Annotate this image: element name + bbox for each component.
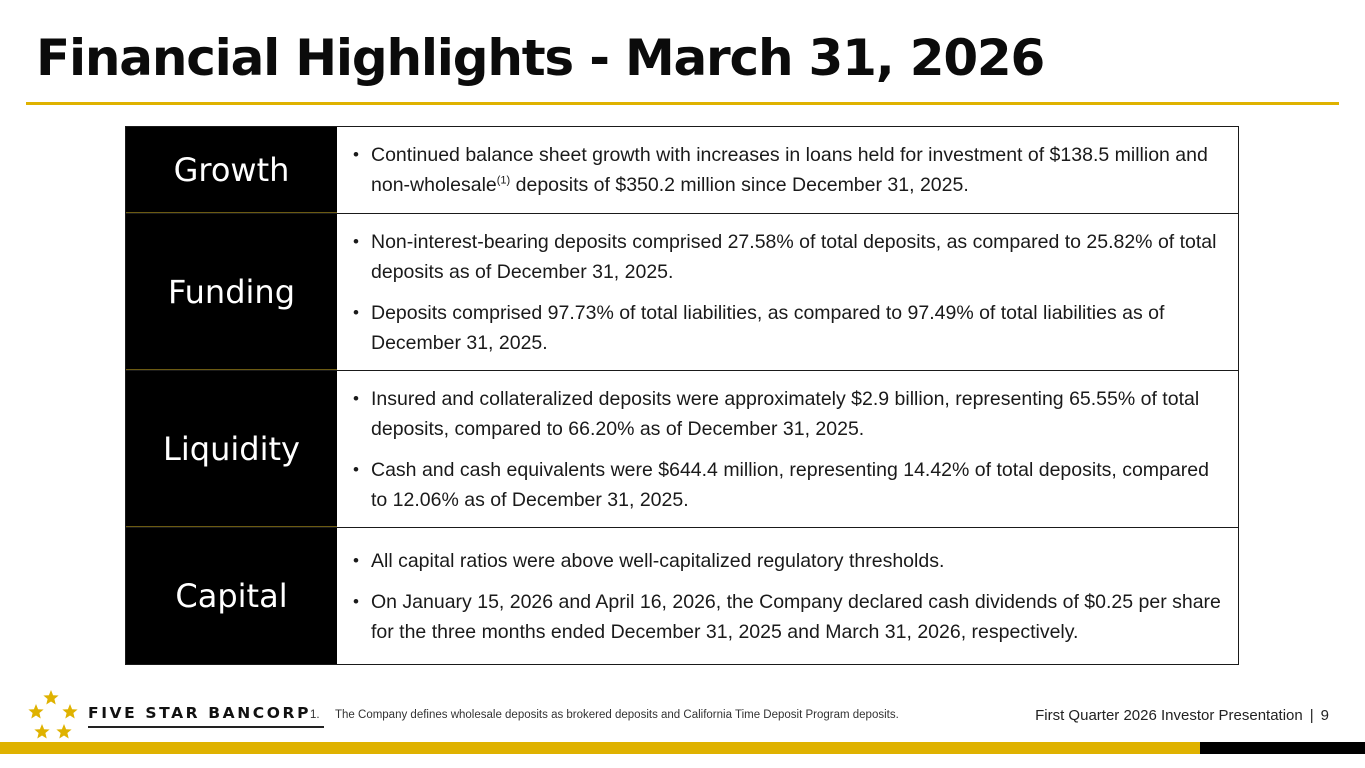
bullet-icon: • (353, 591, 359, 611)
highlight-row-liquidity (126, 370, 1238, 527)
company-logo (26, 690, 326, 742)
footnote-text: The Company defines wholesale deposits as brokered deposits and California Time Deposit Program deposits. (335, 709, 899, 721)
bullet-item (341, 384, 1224, 444)
logo-underline (88, 726, 324, 728)
bullet-item (341, 587, 1224, 647)
footer-separator: | (1309, 707, 1314, 724)
bottom-dark-bar (1200, 742, 1365, 754)
bullet-icon: • (353, 550, 359, 570)
logo-wordmark: FIVE STAR BANCORP (88, 704, 312, 722)
page-footer (1035, 707, 1329, 724)
bottom-accent-bar (0, 742, 1200, 754)
highlight-content (337, 371, 1238, 527)
highlight-content (337, 214, 1238, 370)
footnote-reference: (1) (496, 174, 511, 187)
highlight-label: Growth (126, 127, 337, 213)
bullet-text: Cash and cash equivalents were $644.4 million, representing 14.42% of total deposits, compared to 12.06% as of December 31, 2025. (371, 458, 1209, 511)
bullet-icon: • (353, 231, 359, 251)
presentation-label: First Quarter 2026 Investor Presentation (1035, 707, 1303, 724)
highlight-label: Capital (126, 528, 337, 664)
bullet-icon: • (353, 459, 359, 479)
bullet-text: On January 15, 2026 and April 16, 2026, the Company declared cash dividends of $0.25 per share for the three months ended December 31, 2025 and March 31, 2026, respectively. (371, 590, 1221, 643)
page-number: 9 (1320, 707, 1329, 724)
highlight-label: Liquidity (126, 371, 337, 527)
bullet-text: Insured and collateralized deposits were approximately $2.9 billion, representing 65.55% of total deposits, compared to 66.20% as of December 31, 2025. (371, 387, 1200, 440)
highlight-row-growth (126, 127, 1238, 213)
bullet-item (341, 227, 1224, 287)
bullet-item (341, 455, 1224, 515)
highlight-content (337, 127, 1238, 213)
bullet-text: Deposits comprised 97.73% of total liabilities, as compared to 97.49% of total liabilities as of December 31, 2025. (371, 301, 1165, 354)
title-divider (26, 102, 1339, 105)
highlight-row-funding (126, 213, 1238, 370)
highlight-label: Funding (126, 214, 337, 370)
highlight-content (337, 528, 1238, 664)
bullet-item (341, 140, 1224, 200)
bullet-icon: • (353, 388, 359, 408)
bullet-text: Non-interest-bearing deposits comprised 27.58% of total deposits, as compared to 25.82% of total deposits as of December 31, 2025. (371, 230, 1217, 283)
footnote-number: 1. (310, 709, 320, 721)
bullet-icon: • (353, 145, 359, 164)
bullet-item (341, 546, 1224, 576)
five-stars-icon (26, 690, 82, 742)
footnote (310, 709, 899, 721)
highlights-table (125, 126, 1239, 665)
bullet-icon: • (353, 302, 359, 322)
page-title: Financial Highlights - March 31, 2026 (36, 29, 1045, 87)
highlight-row-capital (126, 527, 1238, 664)
bullet-item (341, 298, 1224, 358)
bullet-text: Continued balance sheet growth with increases in loans held for investment of $138.5 million and non-wholesale$^{(1)}$ deposits of $350.2 million since December 31, 2025. (371, 144, 1208, 196)
bullet-text: All capital ratios were above well-capitalized regulatory thresholds. (371, 549, 945, 572)
